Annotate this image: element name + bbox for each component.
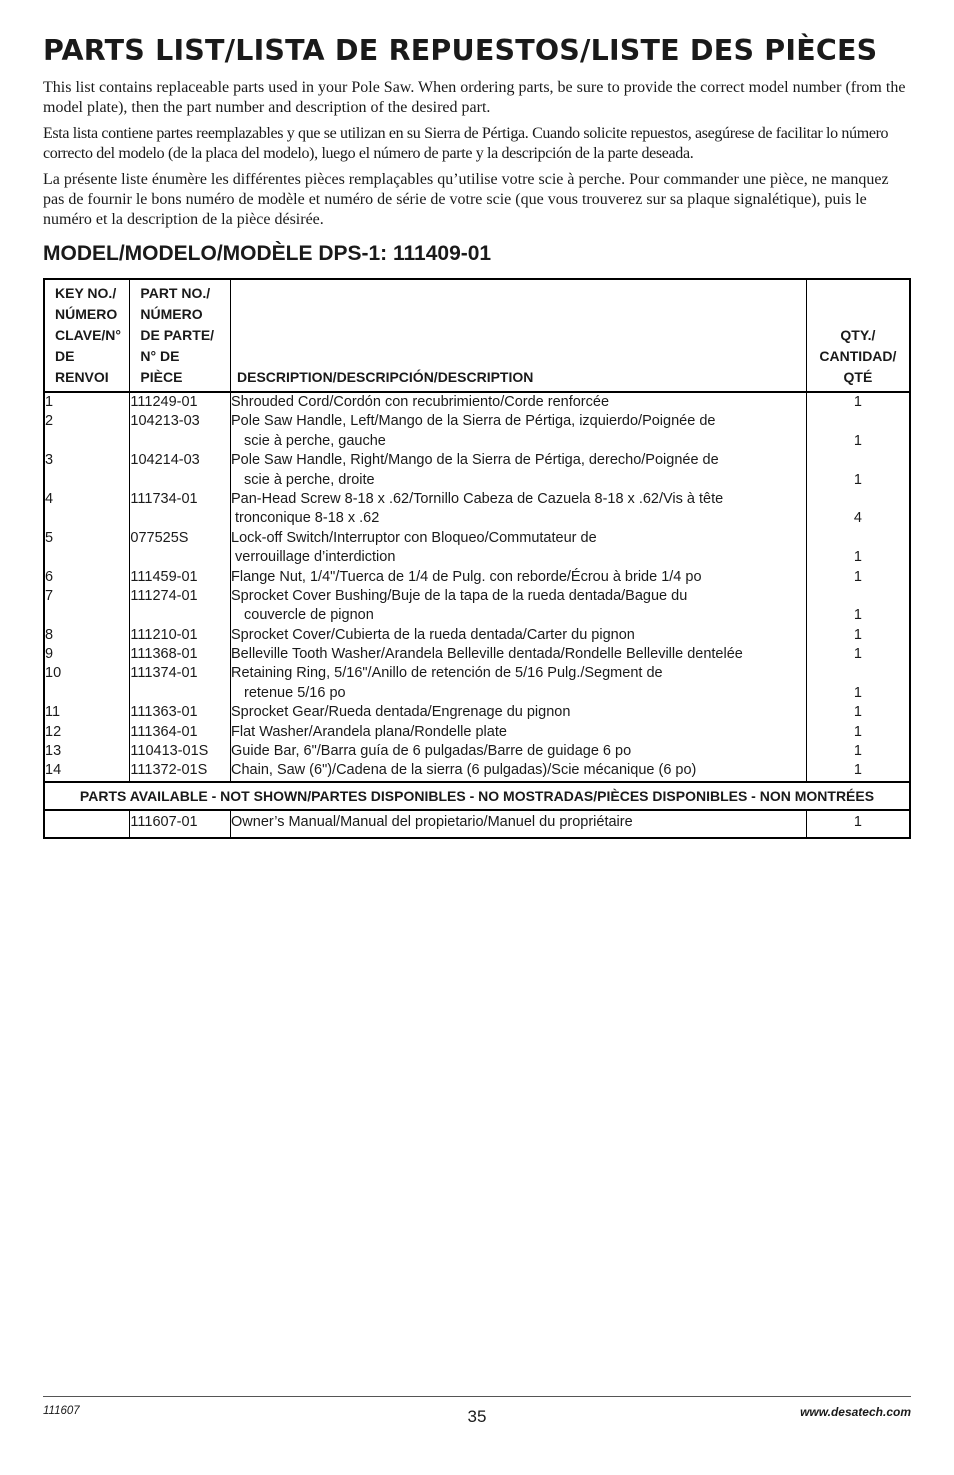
table-body-row xyxy=(44,392,910,782)
header-key-line: NÚMERO xyxy=(55,306,118,322)
quantity-cell: 1 xyxy=(853,626,862,643)
description-cell: Sprocket Cover Bushing/Buje de la tapa de la rueda dentada/Bague du xyxy=(231,587,688,604)
description-column xyxy=(231,392,807,782)
description-cell: Pole Saw Handle, Right/Mango de la Sierra de Pértiga, derecho/Poignée de xyxy=(231,452,719,469)
description-cell: Belleville Tooth Washer/Arandela Belleville dentada/Rondelle Belleville dentelée xyxy=(231,646,743,663)
header-part-line: DE PARTE/ xyxy=(140,327,215,343)
spacer xyxy=(130,548,230,567)
key-number-cell: 13 xyxy=(45,743,62,760)
part-number-cell: 111372-01S xyxy=(130,762,208,779)
part-number-cell: 111363-01 xyxy=(130,704,198,721)
header-key-line: CLAVE/N° xyxy=(55,327,122,343)
spacer xyxy=(130,684,230,703)
quantity-cell: 1 xyxy=(853,549,862,566)
spacer xyxy=(807,664,909,683)
header-key-no xyxy=(44,279,130,392)
header-qty-line: QTÉ xyxy=(843,369,873,385)
part-number-cell: 111734-01 xyxy=(130,490,198,507)
description-cell: Flat Washer/Arandela plana/Rondelle plate xyxy=(231,723,507,740)
spacer xyxy=(807,412,909,431)
spacer xyxy=(130,509,230,528)
description-cell: Flange Nut, 1/4"/Tuerca de 1/4 de Pulg. con reborde/Écrou à bride 1/4 po xyxy=(231,568,702,585)
page-title: PARTS LIST/LISTA DE REPUESTOS/LISTE DES PIÈCES xyxy=(43,34,878,67)
description-cell: Owner’s Manual/Manual del propietario/Manuel du propriétaire xyxy=(231,810,807,838)
header-key-line: RENVOI xyxy=(55,369,109,385)
part-number-cell: 111368-01 xyxy=(130,646,198,663)
key-number-cell: 3 xyxy=(45,452,54,469)
quantity-cell: 1 xyxy=(853,432,862,449)
header-qty xyxy=(806,279,910,392)
spacer xyxy=(45,509,129,528)
quantity-cell: 4 xyxy=(853,510,862,527)
not-shown-section-row xyxy=(44,782,910,810)
header-description: DESCRIPTION/DESCRIPCIÓN/DESCRIPTION xyxy=(231,279,807,392)
part-number-cell: 104214-03 xyxy=(130,452,200,469)
header-key-line: KEY NO./ xyxy=(55,285,117,301)
spacer xyxy=(807,451,909,470)
part-number-cell: 111249-01 xyxy=(130,394,198,410)
part-number-cell: 111364-01 xyxy=(130,723,198,740)
part-number-cell: 110413-01S xyxy=(130,743,209,760)
key-number-cell: 6 xyxy=(45,568,54,585)
table-header-row xyxy=(44,279,910,392)
header-part-line: PART NO./ xyxy=(140,285,211,301)
key-number-cell: 2 xyxy=(45,413,54,430)
key-number-column xyxy=(44,392,130,782)
part-number-cell: 104213-03 xyxy=(130,413,200,430)
key-number-cell: 12 xyxy=(45,723,62,740)
spacer xyxy=(130,606,230,625)
description-continuation: couvercle de pignon xyxy=(244,607,374,624)
table-row xyxy=(44,810,910,838)
description-cell: Chain, Saw (6")/Cadena de la sierra (6 pulgadas)/Scie mécanique (6 po) xyxy=(231,762,697,779)
key-number-cell: 9 xyxy=(45,646,54,663)
spacer xyxy=(45,432,129,451)
part-number-cell: 111374-01 xyxy=(130,665,198,682)
key-number-cell: 8 xyxy=(45,626,54,643)
quantity-cell: 1 xyxy=(853,723,862,740)
spacer xyxy=(45,548,129,567)
key-number-cell: 1 xyxy=(45,394,54,410)
key-number-cell xyxy=(44,810,130,838)
description-cell: Guide Bar, 6"/Barra guía de 6 pulgadas/Barre de guidage 6 po xyxy=(231,743,632,760)
quantity-cell: 1 xyxy=(853,762,862,779)
part-number-cell: 111459-01 xyxy=(130,568,198,585)
quantity-cell: 1 xyxy=(853,568,862,585)
spacer xyxy=(45,471,129,490)
part-number-cell: 111607-01 xyxy=(130,810,231,838)
part-number-column xyxy=(130,392,231,782)
key-number-cell: 4 xyxy=(45,490,54,507)
description-cell: Sprocket Gear/Rueda dentada/Engrenage du pignon xyxy=(231,704,571,721)
quantity-cell: 1 xyxy=(853,704,862,721)
footer-divider xyxy=(43,1396,911,1397)
key-number-cell: 5 xyxy=(45,529,54,546)
page-number: 35 xyxy=(467,1407,487,1426)
quantity-cell: 1 xyxy=(853,743,862,760)
description-cell: Pan-Head Screw 8-18 x .62/Tornillo Cabeza de Cazuela 8-18 x .62/Vis à tête xyxy=(231,490,724,507)
key-number-cell: 11 xyxy=(45,704,61,721)
key-number-cell: 14 xyxy=(45,762,62,779)
spacer xyxy=(45,684,129,703)
spacer xyxy=(130,432,230,451)
intro-english: This list contains replaceable parts used in your Pole Saw. When ordering parts, be sure to provide the correct model number (from the model plate), then the part number and description of the desired part. xyxy=(43,79,906,116)
header-part-line: NÚMERO xyxy=(140,306,203,322)
not-shown-heading: PARTS AVAILABLE - NOT SHOWN/PARTES DISPONIBLES - NO MOSTRADAS/PIÈCES DISPONIBLES - NON MONTRÉES xyxy=(44,782,910,810)
spacer xyxy=(807,587,909,606)
quantity-cell: 1 xyxy=(853,607,862,624)
website-url[interactable]: www.desatech.com xyxy=(800,1405,911,1419)
header-part-line: PIÈCE xyxy=(140,369,183,385)
spacer xyxy=(130,471,230,490)
description-continuation: tronconique 8-18 x .62 xyxy=(235,510,380,527)
parts-table xyxy=(43,278,911,839)
description-cell: Lock-off Switch/Interruptor con Bloqueo/Commutateur de xyxy=(231,529,597,546)
quantity-column xyxy=(806,392,910,782)
spacer xyxy=(45,606,129,625)
header-key-line: DE xyxy=(55,348,75,364)
quantity-cell: 1 xyxy=(853,394,862,410)
part-number-cell: 111274-01 xyxy=(130,587,198,604)
key-number-cell: 10 xyxy=(45,665,62,682)
description-continuation: retenue 5/16 po xyxy=(244,684,346,701)
description-cell: Pole Saw Handle, Left/Mango de la Sierra de Pértiga, izquierdo/Poignée de xyxy=(231,413,716,430)
header-part-line: N° DE xyxy=(140,348,180,364)
spacer xyxy=(807,490,909,509)
spacer xyxy=(807,529,909,548)
part-number-cell: 111210-01 xyxy=(130,626,198,643)
quantity-cell: 1 xyxy=(853,684,862,701)
intro-french: La présente liste énumère les différentes pièces remplaçables qu’utilise votre scie à perche. Pour commander une pièce, ne manquez pas de fournir le bons numéro de modèle et numéro de série de votre scie (que vous trouverez sur sa plaque signalétique), puis le numéro et la description de la pièce désirée. xyxy=(43,171,889,228)
description-cell: Sprocket Cover/Cubierta de la rueda dentada/Carter du pignon xyxy=(231,626,635,643)
description-continuation: scie à perche, droite xyxy=(244,471,375,488)
quantity-cell: 1 xyxy=(853,646,862,663)
header-part-no xyxy=(130,279,231,392)
quantity-cell: 1 xyxy=(806,810,910,838)
model-heading: MODEL/MODELO/MODÈLE DPS-1: 111409-01 xyxy=(43,242,492,265)
quantity-cell: 1 xyxy=(853,471,862,488)
header-qty-line: CANTIDAD/ xyxy=(819,348,897,364)
part-number-cell: 077525S xyxy=(130,529,189,546)
description-continuation: verrouillage d’interdiction xyxy=(235,549,396,566)
description-continuation: scie à perche, gauche xyxy=(244,432,386,449)
description-cell: Shrouded Cord/Cordón con recubrimiento/Corde renforcée xyxy=(231,394,610,410)
description-cell: Retaining Ring, 5/16"/Anillo de retención de 5/16 Pulg./Segment de xyxy=(231,665,663,682)
key-number-cell: 7 xyxy=(45,587,54,604)
intro-spanish: Esta lista contiene partes reemplazables y que se utilizan en su Sierra de Pértiga. Cuando solicite repuestos, asegúrese de facilitar lo número correcto del modelo (de la placa del modelo), luego el número de parte y la descripción de la parte deseada. xyxy=(43,125,889,162)
document-number: 111607 xyxy=(43,1405,80,1417)
header-qty-line: QTY./ xyxy=(840,327,876,343)
